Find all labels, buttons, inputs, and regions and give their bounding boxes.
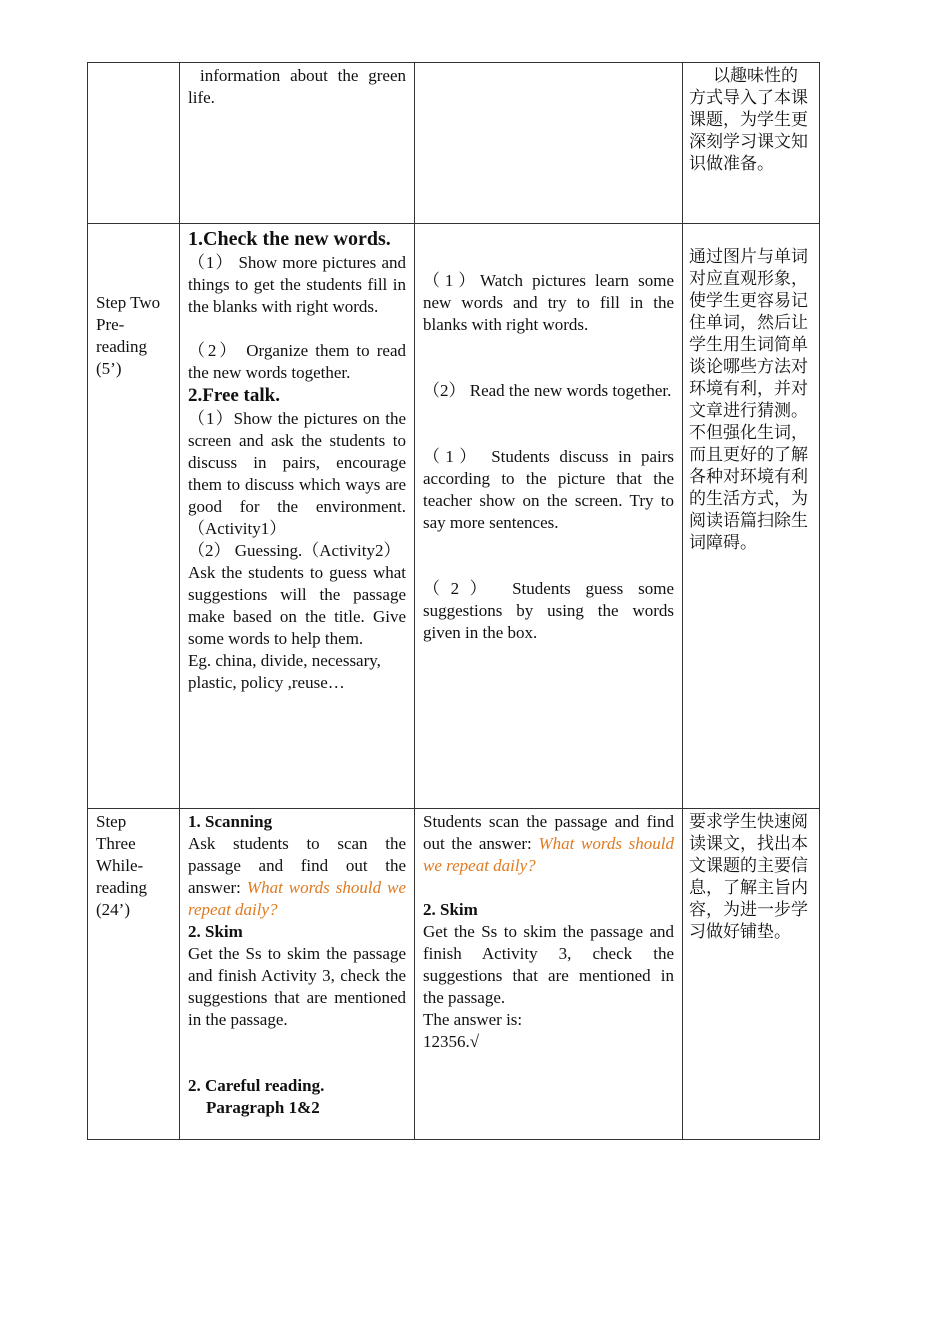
activity-text: （2） Read the new words together. (423, 381, 672, 400)
purpose-cell (683, 63, 820, 224)
student-activity-cell (415, 63, 683, 224)
activity-text: Eg. china, divide, necessary, plastic, policy ,reuse… (188, 651, 381, 692)
section-heading: 2. Skim (188, 922, 243, 941)
activity-text: information about the green life. (188, 66, 406, 107)
activity-text: （1）Show the pictures on the screen and ask the students to discuss in pairs, encourage them to discuss which ways are good for the environment.（Activity1） (188, 409, 406, 538)
purpose-text: 要求学生快速阅读课文，找出本文课题的主要信息，了解主旨内容，为进一步学习做好铺垫。 (689, 812, 808, 942)
activity-text: （2） Guessing.（Activity2） (188, 541, 401, 560)
section-heading: 2. Skim (423, 900, 478, 919)
activity-text: Ask students to scan the passage and find out the answer: (188, 834, 406, 897)
question-text: What words should we repeat daily? (423, 834, 675, 875)
activity-text: （1） Show more pictures and things to get the students fill in the blanks with right words. (188, 253, 406, 316)
activity-text: Get the Ss to skim the passage and finish Activity 3, check the suggestions that are mentioned in the passage. (423, 922, 674, 1007)
student-activity-cell (415, 809, 683, 1140)
step-label: (24’) (96, 900, 130, 919)
activity-text: （2） Students guess some suggestions by using the words given in the box. (423, 579, 674, 642)
step-label: reading (96, 878, 147, 897)
step-cell (88, 63, 180, 224)
activity-text: Ask the students to guess what suggestions will the passage make based on the title. Give some words to help them. (188, 563, 406, 648)
step-cell (88, 224, 180, 809)
activity-text: Students scan the passage and find out the answer: (423, 812, 674, 853)
teacher-activity-cell (180, 63, 415, 224)
purpose-cell (683, 224, 820, 809)
step-label: Pre- (96, 315, 125, 334)
table-row (88, 224, 820, 809)
step-label: Three (96, 834, 136, 853)
section-heading: Paragraph 1&2 (206, 1098, 320, 1117)
section-heading: 2. Careful reading. (188, 1076, 325, 1095)
activity-text: Get the Ss to skim the passage and finish Activity 3, check the suggestions that are mentioned in the passage. (188, 944, 406, 1029)
step-label: Step Two (96, 293, 161, 312)
student-activity-cell (415, 224, 683, 809)
teacher-activity-cell (180, 809, 415, 1140)
table-row (88, 63, 820, 224)
activity-text: （1） Students discuss in pairs according to the picture that the teacher show on the screen. Try to say more sentences. (423, 447, 674, 532)
lesson-plan-table (87, 62, 820, 1140)
purpose-text: 以趣味性的方式导入了本课课题，为学生更深刻学习课文知识做准备。 (689, 66, 808, 174)
section-heading: 2.Free talk. (188, 385, 280, 406)
question-text: What words should we repeat daily? (188, 878, 407, 919)
activity-text: （2） Organize them to read the new words together. (188, 341, 406, 382)
activity-text: The answer is: (423, 1010, 523, 1029)
purpose-cell (683, 809, 820, 1140)
activity-text: 12356.√ (423, 1032, 480, 1051)
teacher-activity-cell (180, 224, 415, 809)
step-label: (5’) (96, 359, 122, 378)
purpose-text: 通过图片与单词对应直观形象，使学生更容易记住单词，然后让学生用生词简单谈论哪些方法对环境有利，并对文章进行猜测。不但强化生词，而且更好的了解各种对环境有利的生活方式，为阅读语篇扫除生词障碍。 (689, 247, 808, 553)
step-cell (88, 809, 180, 1140)
step-label: reading (96, 337, 147, 356)
activity-text: （1）Watch pictures learn some new words and try to fill in the blanks with right words. (423, 271, 674, 334)
table-row (88, 809, 820, 1140)
section-heading: 1.Check the new words. (188, 228, 391, 250)
section-heading: 1. Scanning (188, 812, 273, 831)
step-label: While- (96, 856, 144, 875)
step-label: Step (96, 812, 127, 831)
